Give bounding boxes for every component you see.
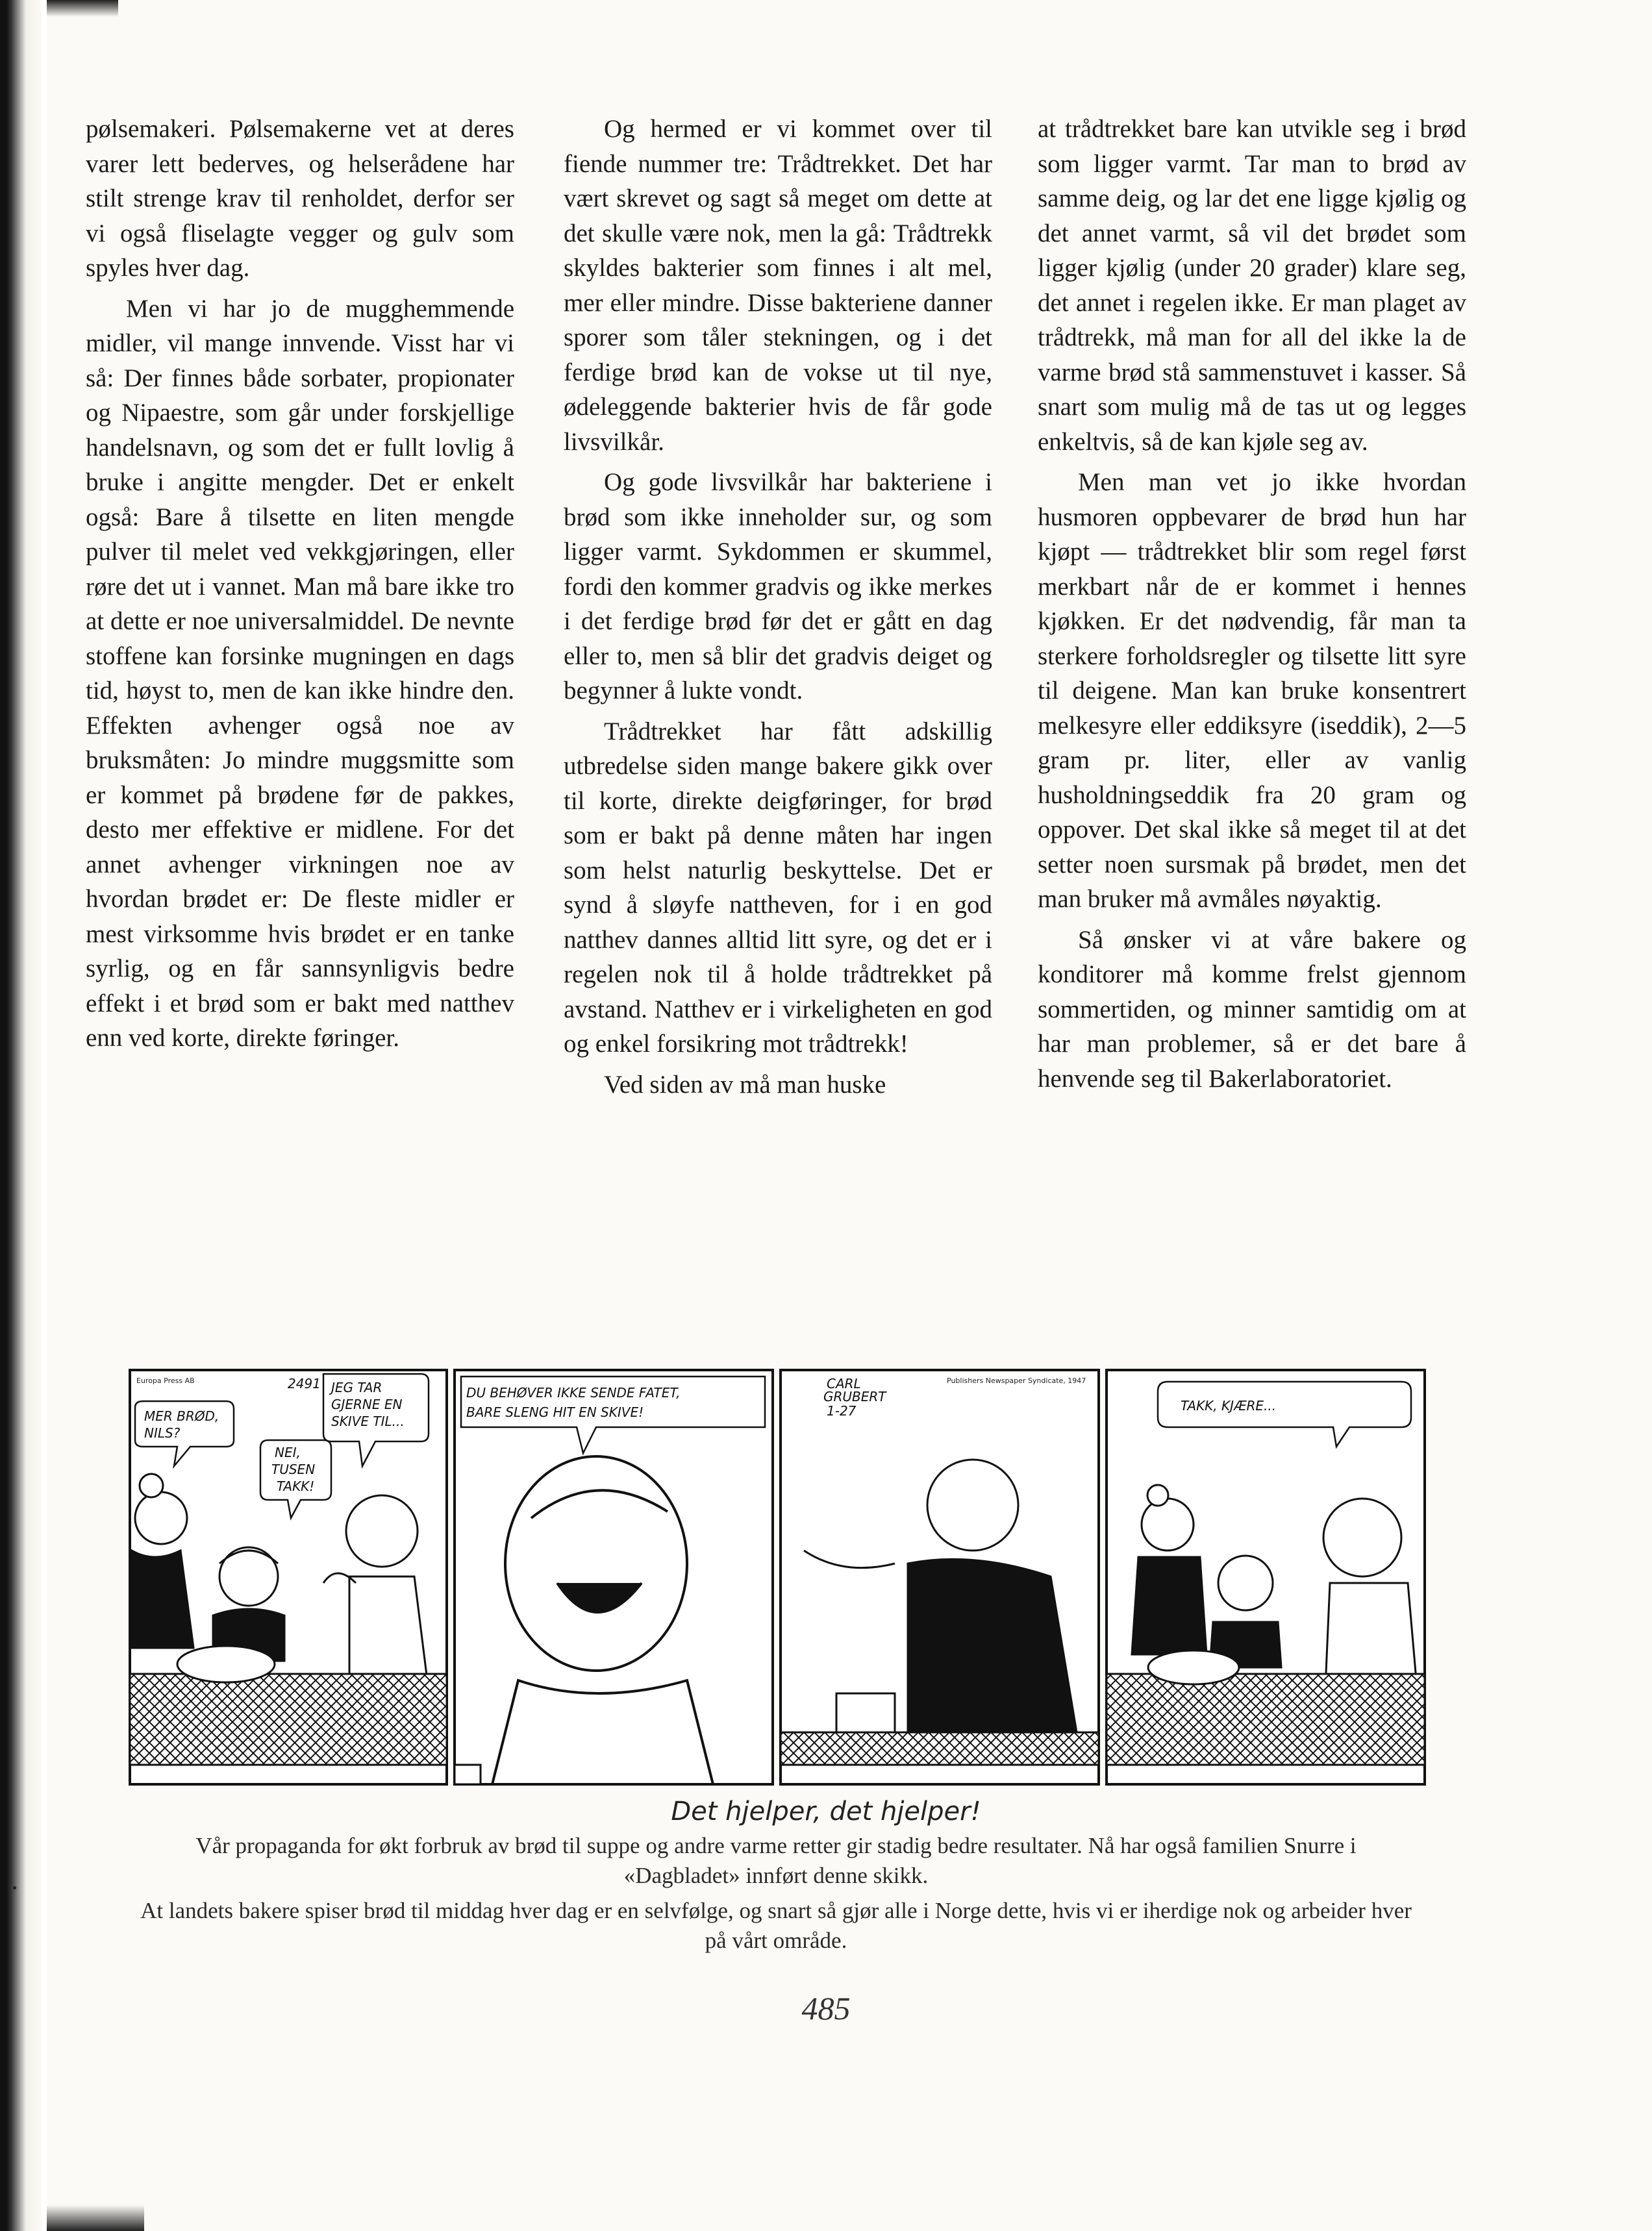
paragraph: Trådtrekket har fått adskillig utbredelse siden mange bakere gikk over til korte, direkte deigføringer, for brød som er bakt på denne måten har ingen som helst naturlig beskyttelse. Det er synd å sløyfe nattheven, for i en god natthev dannes alltid litt syre, og det er i regelen nok til å holde trådtrekket på avstand. Natthev er i virkeligheten en god og enkel forsikring mot trådtrekk!: [564, 717, 992, 1058]
bubble-text: JEG TAR: [331, 1380, 382, 1395]
text-column-left: [86, 112, 514, 1062]
paragraph: pølsemakeri. Pølsemakerne vet at deres varer lett bederves, og helserådene har stilt strenge krav til renholdet, derfor ser vi også fliselagte vegger og gulv som spyles hver dag.: [86, 115, 514, 282]
copyright-notice: Publishers Newspaper Syndicate, 1947: [947, 1377, 1086, 1385]
bubble-text: NILS?: [144, 1425, 181, 1441]
comic-panel-2: [455, 1370, 773, 1784]
bubble-text: GJERNE EN: [331, 1397, 403, 1412]
bubble-text: TAKK, KJÆRE...: [1181, 1398, 1277, 1414]
paragraph: Og hermed er vi kommet over til fiende nummer tre: Trådtrekket. Det har vært skrevet og sagt så meget om dette at det skulle være nok, men la gå: Trådtrekk skyldes bakterier som finnes i alt mel, mer eller mindre. Disse bakteriene danner sporer som tåler stekningen, og i det ferdige brød kan de vokse ut til nye, ødeleggende bakterier hvis de får gode livsvilkår.: [564, 115, 992, 456]
strip-number: 2491: [288, 1376, 321, 1391]
bubble-text: DU BEHØVER IKKE SENDE FATET,: [466, 1385, 681, 1401]
artist-signature: CARL: [827, 1376, 861, 1391]
caption-title: Det hjelper, det hjelper!: [671, 1797, 981, 1826]
paragraph: Så ønsker vi at våre bakere og konditorer må komme frelst gjennom sommertiden, og minner samtidig om at har man problemer, så er det bare å henvende seg til Bakerlaboratoriet.: [1038, 925, 1466, 1093]
paragraph: Ved siden av må man huske: [604, 1070, 886, 1099]
bubble-text: TUSEN: [271, 1462, 316, 1477]
page-corner-top: [47, 0, 118, 17]
caption-text: Vår propaganda for økt forbruk av brød til suppe og andre varme retter gir stadig bedre resultater. Nå har også familien Snurre i «Dagbladet» innført denne skikk.: [195, 1833, 1357, 1888]
paragraph: at trådtrekket bare kan utvikle seg i brød som ligger varmt. Tar man to brød av samme deig, og lar det ene ligge kjølig og det annet varmt, så vil det brødet som ligger kjølig (under 20 grader) klare seg, det annet i regelen ikke. Er man plaget av trådtrekk, må man for all del ikke la de varme brød stå sammenstuvet i kasser. Så snart som mulig må de tas ut og legges enkeltvis, så de kan kjøle seg av.: [1038, 115, 1466, 456]
comic-credit: Europa Press AB: [136, 1377, 195, 1385]
comic-strip: [129, 1369, 1427, 1786]
book-spine-shadow: [0, 0, 42, 2231]
paragraph: Men vi har jo de mugghemmende midler, vil mange innvende. Visst har vi så: Der finnes både sorbater, propionater og Nipaestre, som går under forskjellige handelsnavn, og som det er fullt lovlig å bruke i angitte mengder. Det er enkelt også: Bare å tilsette en liten mengde pulver til melet ved vekkgjøringen, eller røre det ut i vannet. Man må bare ikke tro at dette er noe universalmiddel. De nevnte stoffene kan forsinke mugningen en dags tid, høyst to, men de kan ikke hindre den. Effekten avhenger også noe av bruksmåten: Jo mindre muggsmitte som er kommet på brødene før de pakkes, desto mer effektive er midlene. For det annet avhenger virkningen noe av hvordan brødet er: De fleste midler er mest virksomme hvis brødet er en tanke syrlig, og en får sannsynligvis bedre effekt i et brød som er bakt med natthev enn ved korte, direkte føringer.: [86, 294, 514, 1052]
bubble-text: BARE SLENG HIT EN SKIVE!: [466, 1404, 644, 1420]
page-corner-bottom: [47, 2205, 144, 2231]
paragraph: Og gode livsvilkår har bakteriene i brød som ikke inneholder sur, og som ligger varmt. Sykdommen er skummel, fordi den kommer gradvis og ikke merkes i det ferdige brød før det er gått en dag eller to, men så blir det gradvis deiget og begynner å lukte vondt.: [564, 468, 992, 704]
chair-edge: [455, 1765, 481, 1784]
bubble-text: SKIVE TIL...: [331, 1414, 405, 1429]
comic-panel-1: [130, 1370, 447, 1784]
paragraph: Men man vet jo ikke hvordan husmoren oppbevarer de brød hun har kjøpt — trådtrekket blir som regel først merkbart når de er kommet i hennes kjøkken. Er det nødvendig, får man ta sterkere forholdsregler og tilsette litt syre til deigene. Man kan bruke konsentrert melkesyre eller eddiksyre (iseddik), 2—5 gram pr. liter, eller av vanlig husholdningseddik fra 20 gram og oppover. Det skal ikke så meget til at det setter noen sursmak på brødet, men det man bruker må avmåles nøyaktig.: [1038, 468, 1466, 913]
comic-panel-3: [781, 1370, 1099, 1784]
caption-text: At landets bakere spiser brød til middag hver dag er en selvfølge, og snart så gjør alle i Norge dette, hvis vi er iherdige nok og arbeider hver på vårt område.: [140, 1898, 1412, 1953]
bubble-text: TAKK!: [277, 1478, 315, 1494]
bubble-text: MER BRØD,: [144, 1408, 219, 1424]
text-column-middle: [564, 112, 992, 1108]
artist-signature: 1-27: [827, 1403, 857, 1419]
artist-signature: GRUBERT: [823, 1389, 886, 1404]
text-column-right: [1038, 112, 1466, 1102]
comic-panel-4: [1107, 1370, 1425, 1784]
page-number: 485: [801, 1990, 851, 2026]
print-speck: [13, 1886, 16, 1889]
bubble-text: NEI,: [275, 1445, 301, 1460]
